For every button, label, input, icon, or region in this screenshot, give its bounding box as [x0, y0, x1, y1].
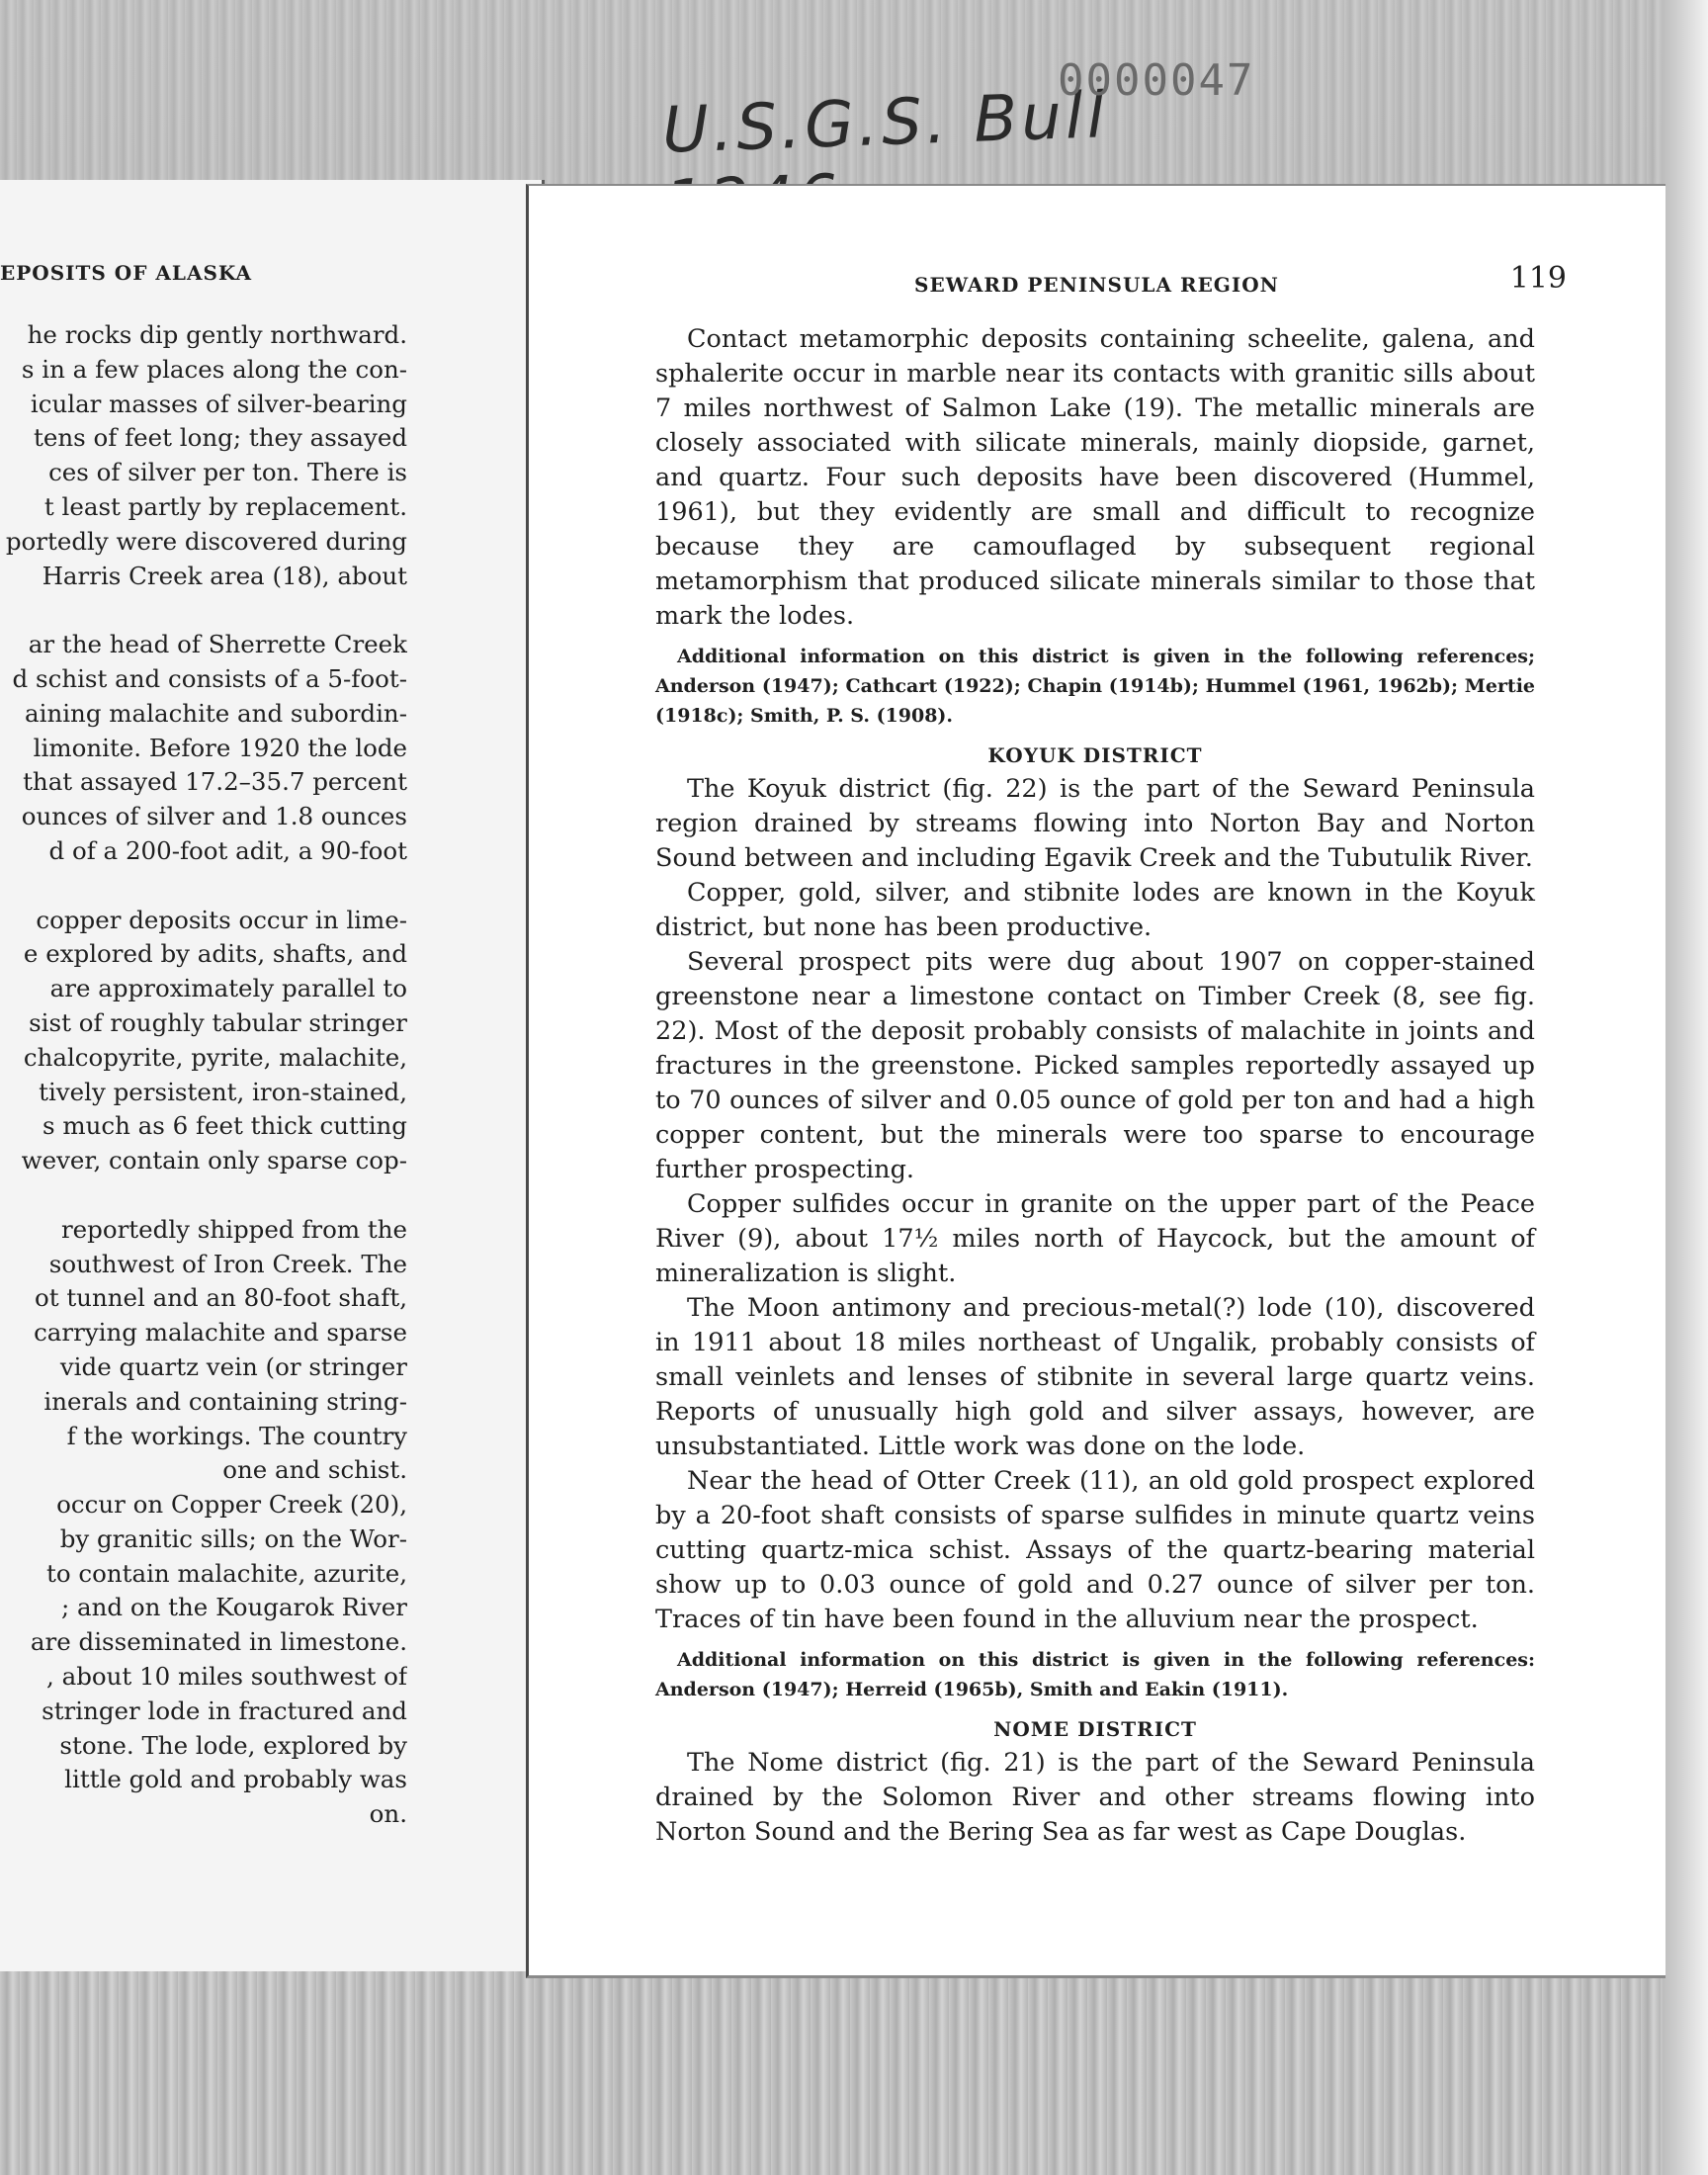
- left-page-line: stringer lode in fractured and: [42, 1696, 407, 1725]
- left-page-line: limonite. Before 1920 the lode: [33, 733, 407, 762]
- left-page-line: southwest of Iron Creek. The: [48, 1249, 407, 1278]
- references-paragraph: Additional information on this district is given in the following references; Anderson (1947); Cathcart (1922); Chapin (1914b); Hummel (1961, 1962b); Mertie (1918c); Smith, P. S. (1908).: [655, 646, 1535, 727]
- left-page-line: sist of roughly tabular stringer: [29, 1007, 407, 1037]
- left-page-line: icular masses of silver-bearing: [30, 389, 407, 418]
- paragraph-otter-creek: Near the head of Otter Creek (11), an old gold prospect explored by a 20-foot shaft consists of sparse sulfides in minute quartz veins cutting quartz-mica schist. Assays of the quartz-bearing material show up to 0.03 ounce of gold and 0.27 ounce of silver per ton. Traces of tin have been found in the alluvium near the prospect.: [655, 1466, 1535, 1634]
- left-page-line: d schist and consists of a 5-foot-: [12, 663, 407, 693]
- left-page: [0, 180, 545, 1971]
- scanner-bottom-band: [0, 1967, 1708, 2175]
- left-page-line: are approximately parallel to: [49, 974, 407, 1003]
- left-page-line: one and schist.: [222, 1455, 407, 1485]
- paragraph-nome-definition: The Nome district (fig. 21) is the part of the Seward Peninsula drained by the Solomon River and other streams flowing into Norton Sound and the Bering Sea as far west as Cape Douglas.: [655, 1748, 1535, 1847]
- left-page-line: stone. The lode, explored by: [59, 1730, 407, 1760]
- left-page-line: ounces of silver and 1.8 ounces: [21, 802, 407, 831]
- paragraph-moon-lode: The Moon antimony and precious-metal(?) lode (10), discovered in 1911 about 18 miles northeast of Ungalik, probably consists of small veinlets and lenses of stibnite in several large quartz veins. Reports of unusually high gold and silver assays, however, are unsubstantiated. Little work was done on the lode.: [655, 1293, 1535, 1461]
- paragraph-peace-river: Copper sulfides occur in granite on the upper part of the Peace River (9), about 17½ miles north of Haycock, but the amount of mineralization is slight.: [655, 1189, 1535, 1288]
- left-page-line: tively persistent, iron-stained,: [39, 1077, 407, 1106]
- left-page-line: wever, contain only sparse cop-: [21, 1146, 407, 1175]
- left-page-line: portedly were discovered during: [5, 526, 407, 556]
- left-running-head: EPOSITS OF ALASKA: [0, 261, 253, 285]
- left-page-line: e explored by adits, shafts, and: [23, 939, 407, 969]
- left-page-line: t least partly by replacement.: [43, 491, 407, 521]
- left-page-line: ; and on the Kougarok River: [60, 1593, 407, 1622]
- left-page-line: aining malachite and subordin-: [25, 698, 407, 728]
- left-page-line: that assayed 17.2–35.7 percent: [23, 767, 407, 797]
- right-page: [526, 184, 1665, 1978]
- left-page-line: d of a 200-foot adit, a 90-foot: [48, 835, 407, 865]
- left-page-line: , about 10 miles southwest of: [46, 1662, 407, 1692]
- section-heading-koyuk: KOYUK DISTRICT: [987, 743, 1203, 767]
- left-page-line: are disseminated in limestone.: [30, 1627, 407, 1657]
- left-page-line: ar the head of Sherrette Creek: [28, 630, 407, 659]
- paragraph-contact-metamorphic: Contact metamorphic deposits containing scheelite, galena, and sphalerite occur in marble near its contacts with granitic sills about 7 miles northwest of Salmon Lake (19). The metallic minerals are closely associated with silicate minerals, mainly diopside, garnet, and quartz. Four such deposits have been discovered (Hummel, 1961), but they evidently are small and difficult to recognize because they are camouflaged by subsequent regional metamorphism that produced silicate minerals similar to those that mark the lodes.: [655, 324, 1535, 631]
- left-page-line: carrying malachite and sparse: [34, 1318, 407, 1348]
- left-page-line: copper deposits occur in lime-: [36, 905, 407, 934]
- left-page-line: little gold and probably was: [64, 1765, 407, 1794]
- page-edge-shadow: [1663, 0, 1708, 2175]
- running-head: SEWARD PENINSULA REGION: [914, 273, 1279, 297]
- left-page-line: by granitic sills; on the Wor-: [59, 1523, 407, 1553]
- paragraph-timber-creek: Several prospect pits were dug about 1907 on copper-stained greenstone near a limestone contact on Timber Creek (8, see fig. 22). Most of the deposit probably consists of malachite in joints and fractures in the greenstone. Picked samples reportedly assayed up to 70 ounces of silver and 0.05 ounce of gold per ton and had a high copper content, but the minerals were too sparse to encourage further prospecting.: [655, 947, 1535, 1184]
- paragraph-koyuk-lodes: Copper, gold, silver, and stibnite lodes are known in the Koyuk district, but none has been productive.: [655, 878, 1535, 942]
- left-page-text: [0, 318, 407, 1832]
- left-page-line: Harris Creek area (18), about: [42, 561, 407, 590]
- left-page-line: s much as 6 feet thick cutting: [42, 1111, 407, 1141]
- left-page-line: s in a few places along the con-: [21, 354, 407, 384]
- left-page-line: [0, 593, 407, 628]
- page-number: 119: [1509, 261, 1567, 296]
- left-page-line: occur on Copper Creek (20),: [56, 1490, 407, 1520]
- text-column: [655, 322, 1535, 1850]
- references-paragraph: Additional information on this district is given in the following references: Anderson (1947); Herreid (1965b), Smith and Eakin (1911).: [655, 1649, 1535, 1700]
- stamped-number: 0000047: [1058, 55, 1255, 106]
- paragraph-koyuk-definition: The Koyuk district (fig. 22) is the part of the Seward Peninsula region drained by streams flowing into Norton Bay and Norton Sound between and including Egavik Creek and the Tubutulik River.: [655, 774, 1535, 873]
- left-page-line: on.: [369, 1799, 407, 1829]
- left-page-line: f the workings. The country: [66, 1421, 407, 1450]
- handwritten-label: U.S.G.S. Bull: [660, 79, 1110, 168]
- left-page-line: tens of feet long; they assayed: [33, 423, 407, 453]
- section-heading-nome: NOME DISTRICT: [993, 1717, 1197, 1741]
- left-page-line: to contain malachite, azurite,: [46, 1558, 407, 1588]
- left-page-line: ces of silver per ton. There is: [48, 458, 407, 487]
- left-page-line: vide quartz vein (or stringer: [59, 1351, 407, 1381]
- left-page-line: reportedly shipped from the: [60, 1214, 407, 1244]
- left-page-line: [0, 1178, 407, 1213]
- left-page-line: he rocks dip gently northward.: [27, 320, 407, 349]
- left-page-line: [0, 869, 407, 904]
- left-page-line: inerals and containing string-: [43, 1386, 407, 1416]
- left-page-line: ot tunnel and an 80-foot shaft,: [34, 1283, 407, 1313]
- left-page-line: chalcopyrite, pyrite, malachite,: [23, 1042, 407, 1072]
